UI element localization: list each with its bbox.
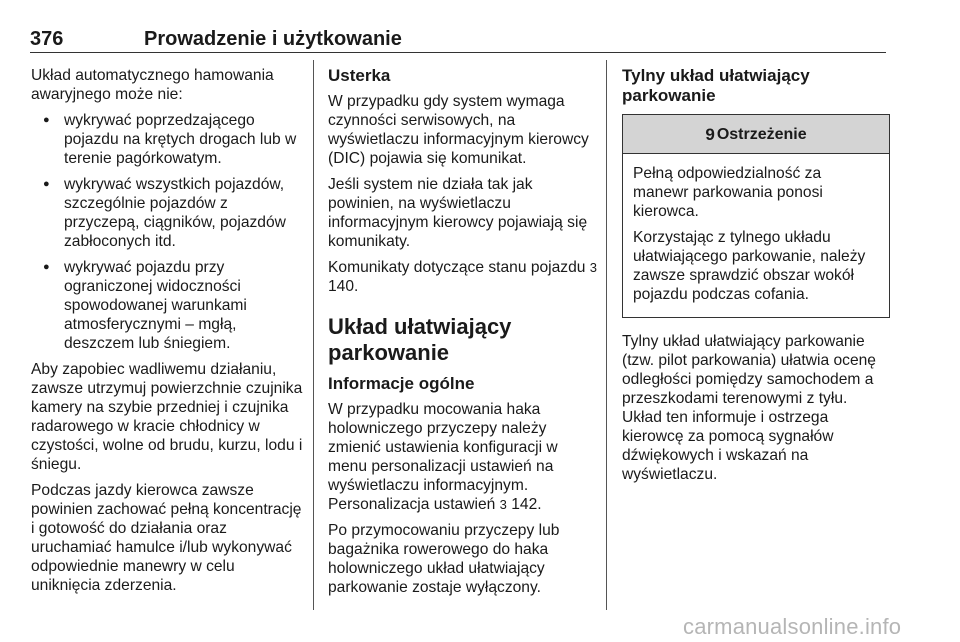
fault-paragraph-1: W przypadku gdy system wymaga czynności serwisowych, na wyświetlaczu informacyjnym kierowcy (DIC) pojawia się komunikat. (328, 93, 589, 167)
warning-paragraph-1: Pełną odpowiedzialność za manewr parkowania ponosi kierowca. (633, 165, 823, 220)
page-reference-icon: 3 (589, 260, 598, 275)
watermark: carmanualsonline.info (683, 614, 902, 639)
page-reference-link[interactable]: 142. (511, 496, 542, 513)
warning-body (623, 154, 889, 317)
general-paragraph-1 (328, 400, 598, 514)
column-3 (622, 66, 890, 491)
warning-title: Ostrzeżenie (716, 125, 807, 143)
list-item: ● wykrywać wszystkich pojazdów, szczególnie pojazdów z przyczepą, ciągników, pojazdów zabłoconych itd. (31, 175, 303, 251)
fault-heading: Usterka (328, 66, 391, 85)
column-1 (31, 66, 303, 602)
list-item: ● wykrywać poprzedzającego pojazdu na krętych drogach lub w terenie pagórkowatym. (31, 111, 303, 168)
warning-box (622, 114, 890, 318)
driver-attention-paragraph: Podczas jazdy kierowca zawsze powinien zachować pełną koncentrację i gotowość do działania oraz uruchamiać hamulce i/lub wykonywać odpowiednie manewry w celu uniknięcia zderzenia. (31, 482, 302, 594)
warning-paragraph-2: Korzystając z tylnego układu ułatwiającego parkowanie, należy zawsze sprawdzić obszar wokół pojazdu podczas cofania. (633, 229, 866, 303)
page-header (30, 28, 886, 53)
page-number: 376 (30, 28, 64, 50)
fault-paragraph-2: Jeśli system nie działa tak jak powinien, na wyświetlaczu informacyjnym kierowcy pojawiają się komunikaty. (328, 176, 588, 250)
warning-triangle-icon: 9 (705, 124, 715, 144)
warning-header (623, 115, 889, 154)
section-title: Prowadzenie i użytkowanie (144, 28, 402, 50)
column-2 (328, 66, 598, 604)
general-paragraph-1-text: W przypadku mocowania haka holowniczego przyczepy należy zmienić ustawienia konfiguracji w menu personalizacji ustawień na wyświetlaczu informacyjnym. Personalizacja ustawień (328, 401, 558, 513)
column-divider-2 (606, 60, 607, 610)
rear-parking-assist-heading: Tylny układ ułatwiający parkowanie (622, 66, 810, 105)
aeb-limitations-list (31, 111, 303, 353)
list-item: ● wykrywać pojazdu przy ograniczonej widoczności spowodowanej warunkami atmosferycznymi – mgłą, deszczem lub śniegiem. (31, 258, 303, 353)
rear-parking-description: Tylny układ ułatwiający parkowanie (tzw. pilot parkowania) ułatwia ocenę odległości pomiędzy samochodem a przeszkodami terenowymi z tyłu. Układ ten informuje i ostrzega kierowcę za pomocą sygnałów dźwiękowych i wskazań na wyświetlaczu. (622, 333, 876, 483)
aeb-intro: Układ automatycznego hamowania awaryjnego może nie: (31, 67, 274, 103)
fault-paragraph-3 (328, 258, 598, 296)
sensor-cleaning-paragraph: Aby zapobiec wadliwemu działaniu, zawsze utrzymuj powierzchnie czujnika kamery na szybie przedniej i czujnika radarowego w kracie chłodnicy w czystości, wolne od brudu, kurzu, lodu i śniegu. (31, 361, 303, 473)
general-info-heading: Informacje ogólne (328, 374, 475, 393)
fault-paragraph-3-text: Komunikaty dotyczące stanu pojazdu (328, 259, 586, 276)
parking-assist-heading: Układ ułatwiający parkowanie (328, 314, 512, 365)
column-divider-1 (313, 60, 314, 610)
page-reference-link[interactable]: 140. (328, 278, 359, 295)
page-reference-icon: 3 (499, 497, 507, 512)
general-paragraph-2: Po przymocowaniu przyczepy lub bagażnika rowerowego do haka holowniczego układ ułatwiający parkowanie zostaje wyłączony. (328, 522, 560, 596)
